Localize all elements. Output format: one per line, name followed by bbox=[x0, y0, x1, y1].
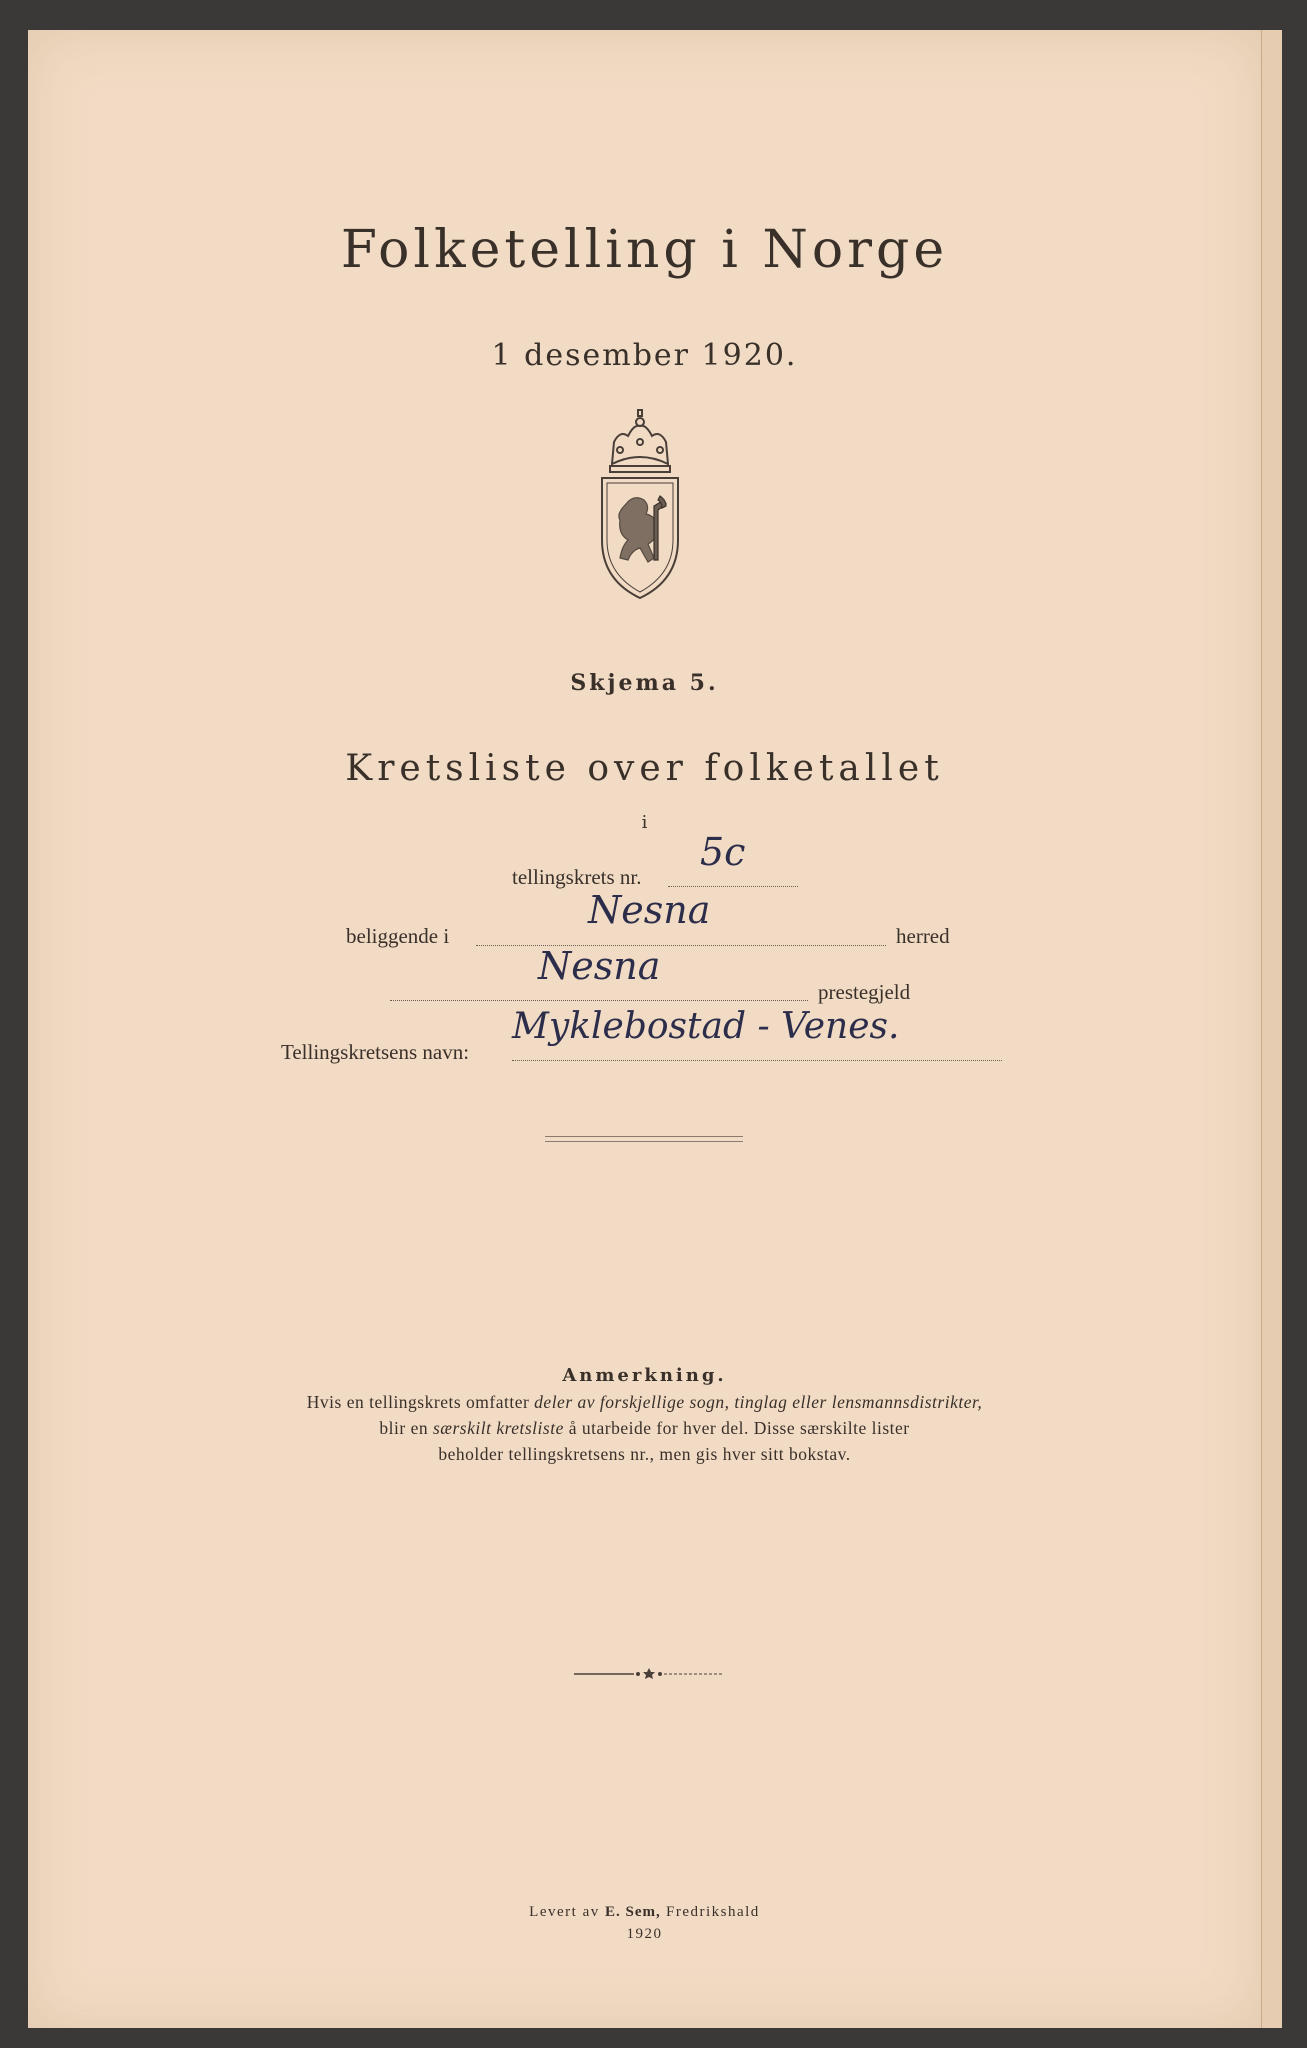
herred-value: Nesna bbox=[588, 888, 711, 932]
form-date: 1 desember 1920. bbox=[491, 338, 798, 373]
krets-field[interactable] bbox=[668, 886, 798, 887]
form-title: Folketelling i Norge bbox=[340, 220, 949, 280]
krets-label: tellingskrets nr. bbox=[512, 865, 642, 889]
krets-value: 5c bbox=[700, 830, 746, 874]
name-field[interactable] bbox=[512, 1060, 1002, 1061]
prestegjeld-suffix: prestegjeld bbox=[818, 980, 911, 1004]
printer-year: 1920 bbox=[626, 1926, 663, 1942]
name-value: Myklebostad - Venes. bbox=[512, 1006, 900, 1047]
note-line-3: beholder tellingskretsens nr., men gis hver sitt bokstav. bbox=[438, 1444, 851, 1464]
page-edge bbox=[1261, 30, 1282, 2028]
divider-rule bbox=[545, 1136, 743, 1142]
printer-credit: Levert av E. Sem, Fredrikshald bbox=[529, 1904, 760, 1920]
form-subtitle: Kretsliste over folketallet bbox=[345, 748, 944, 789]
prestegjeld-value: Nesna bbox=[538, 944, 661, 988]
herred-prefix: beliggende i bbox=[346, 924, 450, 948]
herred-suffix: herred bbox=[896, 924, 950, 948]
ornament-divider-icon bbox=[574, 1666, 724, 1682]
census-form-page bbox=[28, 30, 1261, 2028]
connector-word: i bbox=[641, 812, 648, 833]
note-heading: Anmerkning. bbox=[562, 1365, 727, 1386]
note-line-1: Hvis en tellingskrets omfatter deler av forskjellige sogn, tinglag eller lensmannsdistrikter, bbox=[306, 1392, 983, 1412]
note-line-2: blir en særskilt kretsliste å utarbeide for hver del. Disse særskilte lister bbox=[379, 1418, 910, 1438]
prestegjeld-field[interactable] bbox=[390, 1000, 808, 1001]
schema-number: Skjema 5. bbox=[570, 670, 719, 696]
coat-of-arms-icon bbox=[590, 406, 690, 602]
name-label: Tellingskretsens navn: bbox=[281, 1040, 470, 1064]
